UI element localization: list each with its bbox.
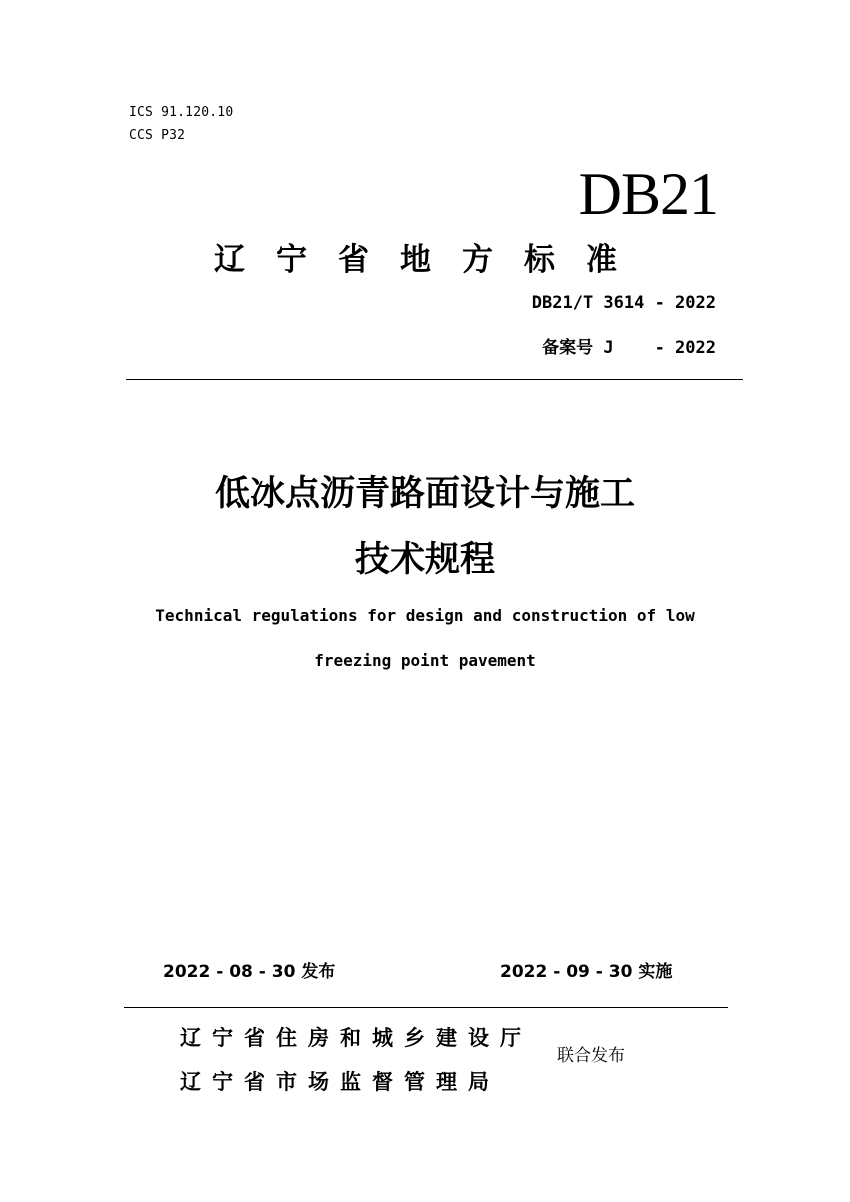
title-en-line2: freezing point pavement (314, 651, 536, 670)
ccs-code: CCS P32 (129, 128, 186, 143)
title-en-line1: Technical regulations for design and construction of low (155, 606, 695, 625)
issue-date: 2022 - 08 - 30 发布 (163, 962, 336, 982)
ics-code: ICS 91.120.10 (129, 105, 234, 120)
header-divider (126, 379, 743, 380)
joint-issue-label: 联合发布 (557, 1046, 625, 1066)
title-zh-line2: 技术规程 (354, 540, 495, 580)
filing-number: 备案号 J - 2022 (542, 338, 716, 358)
issuer-housing-department: 辽宁省住房和城乡建设厅 (180, 1026, 532, 1050)
standard-number: DB21/T 3614 - 2022 (531, 293, 716, 313)
title-zh-line1: 低冰点沥青路面设计与施工 (214, 474, 635, 514)
standard-type-heading: 辽宁省地方标准 (214, 242, 648, 278)
issuer-market-regulation-bureau: 辽宁省市场监督管理局 (180, 1070, 500, 1094)
db-code: DB21 (578, 161, 718, 227)
effective-date: 2022 - 09 - 30 实施 (500, 962, 673, 982)
footer-divider (124, 1007, 728, 1008)
